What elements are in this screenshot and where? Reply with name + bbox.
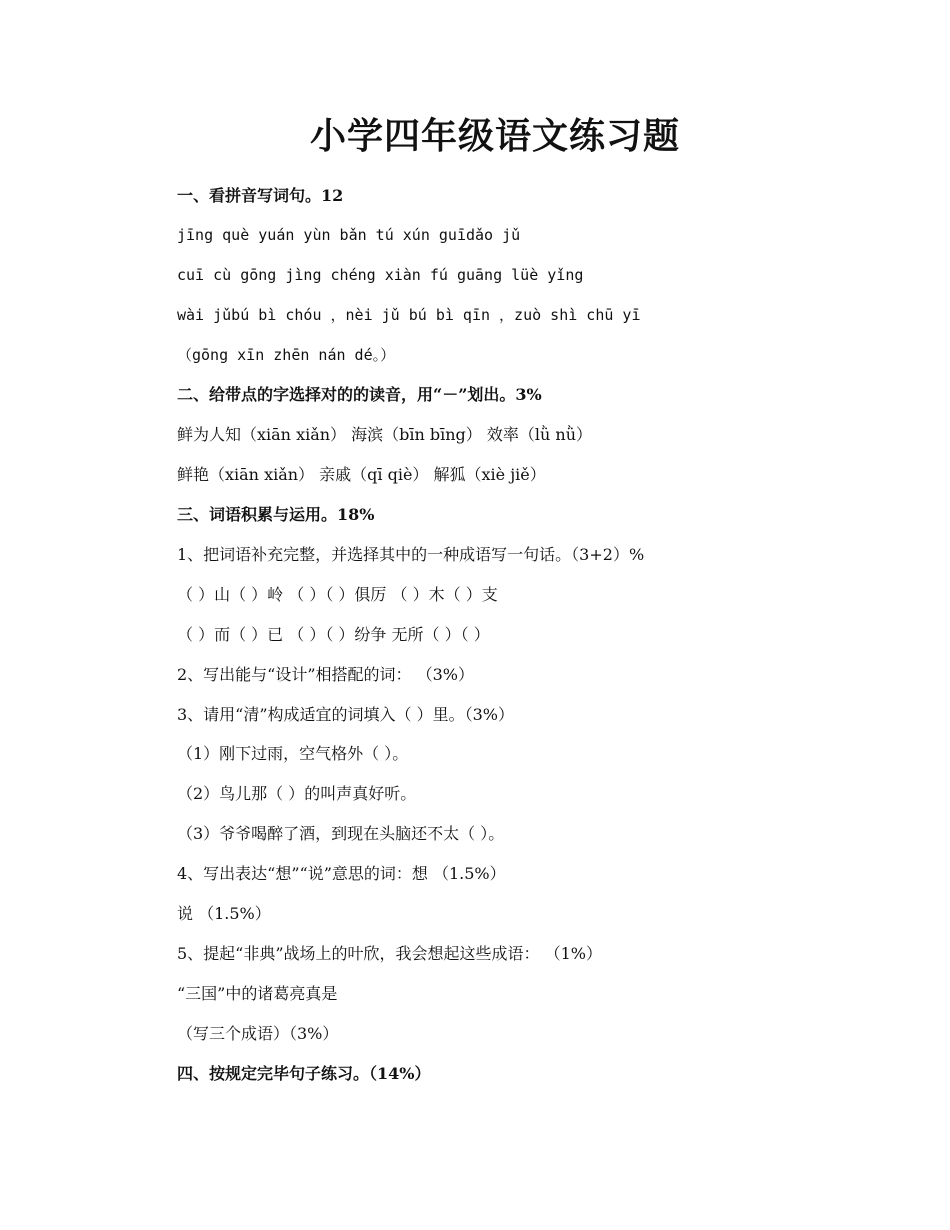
section-heading: 四、按规定完毕句子练习。（14%） xyxy=(177,1063,431,1083)
text-line: 鲜艳（xiān xiǎn） 亲戚（qī qiè） 解狐（xiè jiě） xyxy=(177,465,546,485)
text-line: jīng què yuán yùn bǎn tú xún guīdǎo jǔ xyxy=(177,225,521,244)
text-line: 鲜为人知（xiān xiǎn） 海滨（bīn bīng） 效率（lǜ nǜ） xyxy=(177,425,593,445)
text-line: （2）鸟儿那（ ）的叫声真好听。 xyxy=(177,784,417,804)
section-heading: 一、看拼音写词句。12 xyxy=(177,186,344,205)
text-line: wài jǔbú bì chóu ，nèi jǔ bú bì qīn ，zuò shì chū yī xyxy=(177,305,641,324)
document-body xyxy=(177,176,917,1093)
text-line: “三国”中的诸葛亮真是 xyxy=(177,983,338,1003)
text-line: 4、写出表达“想”“说”意思的词：想 （1.5%） xyxy=(177,864,506,884)
text-line: 3、请用“清”构成适宜的词填入（ ）里。（3%） xyxy=(177,704,515,724)
text-line: 1、把词语补充完整，并选择其中的一种成语写一句话。（3+2）% xyxy=(177,545,645,565)
text-line: 说 （1.5%） xyxy=(177,904,271,924)
text-line: （ ）而（ ）已 （ ）（ ）纷争 无所（ ）（ ） xyxy=(177,624,490,644)
text-line: （写三个成语）（3%） xyxy=(177,1023,339,1043)
text-line: 5、提起“非典”战场上的叶欣，我会想起这些成语： （1%） xyxy=(177,943,603,963)
text-line: （1）刚下过雨，空气格外（ ）。 xyxy=(177,744,409,764)
text-line: 2、写出能与“设计”相搭配的词： （3%） xyxy=(177,664,475,684)
text-line: （gōng xīn zhēn nán dé。） xyxy=(177,345,396,364)
text-line: （ ）山（ ）岭 （ ）（ ）俱厉 （ ）木（ ）支 xyxy=(177,584,498,604)
text-line: （3）爷爷喝醉了酒，到现在头脑还不太（ ）。 xyxy=(177,824,505,844)
page-title: 小学四年级语文练习题 xyxy=(309,115,680,157)
section-heading: 二、给带点的字选择对的的读音，用“－”划出。3% xyxy=(177,385,542,405)
text-line: cuī cù gōng jìng chéng xiàn fú guāng lüè yǐng xyxy=(177,265,584,284)
section-heading: 三、词语积累与运用。18% xyxy=(177,505,375,525)
